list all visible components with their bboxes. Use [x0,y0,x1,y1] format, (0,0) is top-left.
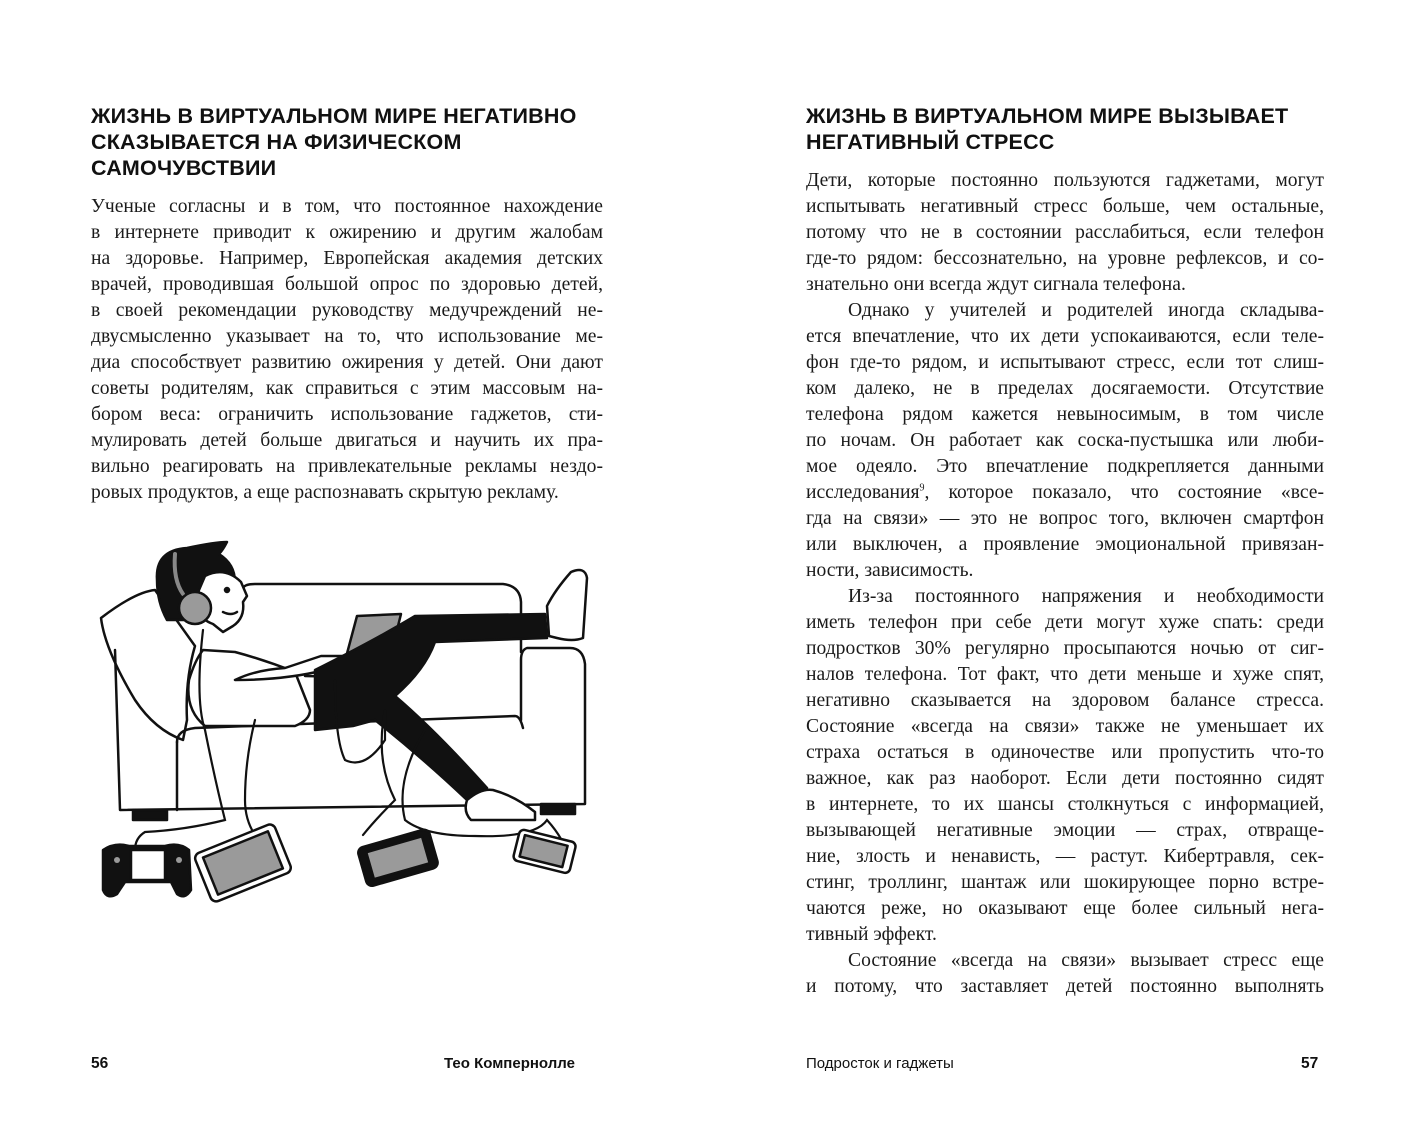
running-head-title: Подросток и гаджеты [806,1055,954,1072]
body-line: в интернете, то их шансы столкнуться с информацией, [806,794,1324,815]
body-line: негативно сказывается на здоровом балансе стресса. [806,690,1324,711]
body-line: налов телефона. Тот факт, что дети меньше и хуже спят, [806,664,1324,685]
body-line: ние, злость и ненависть, — растут. Кибертравля, сек- [806,846,1324,867]
body-line: страха остаться в одиночестве или пропустить что-то [806,742,1324,763]
game-controller-icon [103,845,191,897]
body-line: ровых продуктов, а еще распознавать скрытую рекламу. [91,482,559,503]
body-line: Из-за постоянного напряжения и необходимости [848,586,1324,607]
body-line: и потому, что заставляет детей постоянно выполнять [806,976,1324,997]
right-body-text [806,168,1324,1000]
body-line-text: , которое показало, что состояние «все- [924,482,1324,503]
body-line: Состояние «всегда на связи» также не уменьшает их [806,716,1324,737]
body-line: важное, как раз наоборот. Если дети постоянно сидят [806,768,1324,789]
body-line: в своей рекомендации руководству медучреждений не- [91,300,603,321]
body-line: тивный эффект. [806,924,937,945]
body-line: Однако у учителей и родителей иногда складыва- [848,300,1324,321]
heading-line: НЕГАТИВНЫЙ СТРЕСС [806,130,1055,154]
body-line: потому что не в состоянии расслабиться, если телефон [806,222,1324,243]
page-number-right: 57 [1301,1055,1319,1072]
heading-line: ЖИЗНЬ В ВИРТУАЛЬНОМ МИРЕ НЕГАТИВНО [91,104,577,128]
body-line-text: исследования [806,482,920,503]
body-line: двусмысленно указывает на то, что использование ме- [91,326,603,347]
body-line: на здоровье. Например, Европейская академия детских [91,248,603,269]
left-body-paragraph [91,194,603,506]
shoe-bottom [466,790,535,820]
couch-foot-right [541,804,575,814]
body-line: чаются реже, но оказывают еще более сильный нега- [806,898,1324,919]
right-page [705,0,1410,1128]
body-line: знательно они всегда ждут сигнала телефона. [806,274,1186,295]
heading-line: САМОЧУВСТВИИ [91,156,277,180]
body-line: иметь телефон при себе дети могут хуже спать: среди [806,612,1324,633]
eye [225,588,229,592]
body-line: испытывать негативный стресс больше, чем остальные, [806,196,1324,217]
body-line: ности, зависимость. [806,560,974,581]
small-phone-icon [513,829,577,874]
footnote-reference[interactable]: 9 [919,482,925,494]
body-line: советы родителям, как справиться с этим массовым на- [91,378,603,399]
body-line: вызывающей негативные эмоции — страх, отвраще- [806,820,1324,841]
body-line: Ученые согласны и в том, что постоянное нахождение [91,196,603,217]
running-head-author: Тео Компернолле [444,1055,575,1072]
couch-foot-left [133,810,167,820]
body-line: врачей, проводившая большой опрос по здоровью детей, [91,274,603,295]
body-line: телефона рядом кажется невыносимым, в том числе [806,404,1324,425]
body-line: где-то рядом: бессознательно, на уровне рефлексов, и со- [806,248,1324,269]
heading-line: ЖИЗНЬ В ВИРТУАЛЬНОМ МИРЕ ВЫЗЫВАЕТ [806,104,1289,128]
shoe-top [547,570,587,640]
body-line: Дети, которые постоянно пользуются гаджетами, могут [806,170,1324,191]
heading-line: СКАЗЫВАЕТСЯ НА ФИЗИЧЕСКОМ [91,130,462,154]
body-line: бором веса: ограничить использование гаджетов, сти- [91,404,603,425]
right-section-heading [806,103,1326,155]
body-line: вильно реагировать на привлекательные рекламы нездо- [91,456,603,477]
teen-on-couch-illustration [95,520,595,910]
body-line: или выключен, а проявление эмоциональной привязан- [806,534,1324,555]
body-line: ется впечатление, что их дети успокаиваются, если теле- [806,326,1324,347]
body-line [806,480,1324,506]
left-section-heading [91,103,611,181]
body-line: ком далеко, не в пределах досягаемости. Отсутствие [806,378,1324,399]
body-line: диа способствует развитию ожирения у детей. Они дают [91,352,603,373]
body-line: по ночам. Он работает как соска-пустышка или люби- [806,430,1324,451]
body-line: мое одеяло. Это впечатление подкрепляется данными [806,456,1324,477]
shirt [188,650,310,726]
cable-tablet [245,720,255,835]
tablet-icon [193,823,292,903]
headphone-cup [179,592,211,624]
body-line: фон где-то рядом, и испытывают стресс, если тот слиш- [806,352,1324,373]
body-line: Состояние «всегда на связи» вызывает стресс еще [848,950,1324,971]
body-line: подростков 30% регулярно просыпаются ночью от сиг- [806,638,1324,659]
body-line: гда на связи» — это не вопрос того, включен смартфон [806,508,1324,529]
body-line: мулировать детей больше двигаться и научить их пра- [91,430,603,451]
body-line: стинг, троллинг, шантаж или шокирующее порно встре- [806,872,1324,893]
page-number-left: 56 [91,1055,109,1072]
smartphone-icon [357,828,439,887]
body-line: в интернете приводит к ожирению и другим жалобам [91,222,603,243]
